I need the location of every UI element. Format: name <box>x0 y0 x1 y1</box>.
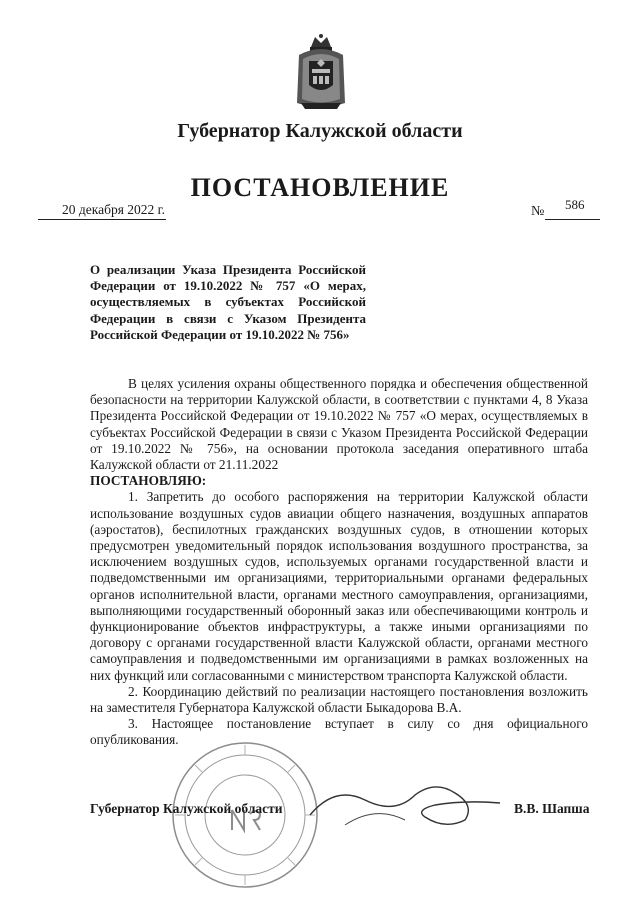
document-number: 586 <box>565 197 585 212</box>
signatory-title: Губернатор Калужской области <box>90 801 283 816</box>
document-subject: О реализации Указа Президента Российской Федерации от 19.10.2022 № 757 «О мерах, осуществляемых в субъектах Российской Федерации в связи с Указом Президента Российской Федерации от 19.10.2022 № 756» <box>90 262 366 342</box>
item-2-paragraph: 2. Координацию действий по реализации настоящего постановления возложить на заместителя Губернатора Калужской области Быкадорова В.А. <box>90 683 588 716</box>
document-body <box>90 376 588 749</box>
date-underline <box>38 219 166 220</box>
decree-word: ПОСТАНОВЛЯЮ: <box>90 473 207 489</box>
signatory-name: В.В. Шапша <box>514 801 590 816</box>
item-3-paragraph: 3. Настоящее постановление вступает в силу со дня официального опубликования. <box>90 716 588 748</box>
coat-of-arms-icon <box>293 33 349 113</box>
preamble-paragraph: В целях усиления охраны общественного порядка и обеспечения общественной безопасности на территории Калужской области, в соответствии с пунктами 4, 8 Указа Президента Российской Федерации от 19.10.2022 № 757 «О мерах, осуществляемых в субъектах Российской Федерации в связи с Указом Президента Российской Федерации от 19.10.2022 № 756», на основании протокола заседания оперативного штаба Калужской области от 21.11.2022 <box>90 376 588 473</box>
item-1-paragraph: 1. Запретить до особого распоряжения на территории Калужской области использование воздушных судов авиации общего назначения, воздушных аппаратов (аэростатов), беспилотных гражданских воздушных судов, в отношении которых предусмотрен уведомительный порядок использования воздушного пространства, за исключением воздушных судов, используемых органами государственной власти и подведомственными им организациями, территориальными органами федеральных органов исполнительной власти, органами местного самоуправления, организациями, выполняющими государственный оборонный заказ или обеспечивающими контроль и функционирование объектов инфраструктуры, а также иными организациями по договору с органами государственной власти Калужской области, органами местного самоуправления и подведомственными им организациями в рамках возложенных на них функций или согласованными с министерством транспорта Калужской области. <box>90 489 588 683</box>
governor-title: Губернатор Калужской области <box>177 120 463 142</box>
handwritten-signature-icon <box>305 775 505 835</box>
document-type: ПОСТАНОВЛЕНИЕ <box>190 173 450 202</box>
document-date: 20 декабря 2022 г. <box>62 202 166 217</box>
number-underline <box>545 219 600 220</box>
number-label: № <box>531 204 545 219</box>
